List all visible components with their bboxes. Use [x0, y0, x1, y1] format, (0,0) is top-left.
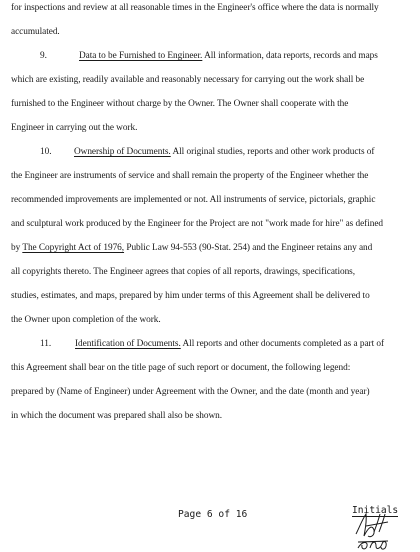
handwritten-initials-signature: [352, 508, 402, 552]
paragraph-number: 10.: [40, 147, 52, 157]
text-line: the Engineer are instruments of service and shall remain the property of the Engineer whether the: [11, 171, 369, 181]
text-line: recommended improvements are implemented or not. All instruments of service, pictorials, graphic: [11, 195, 376, 205]
text-line: [11, 242, 372, 254]
text-run: All original studies, reports and other work products of: [172, 147, 375, 157]
section-heading: Data to be Furnished to Engineer.: [79, 51, 203, 61]
section-heading: Ownership of Documents.: [74, 147, 171, 157]
text-line: this Agreement shall bear on the title page of such report or document, the following legend:: [11, 363, 351, 373]
text-line: the Owner upon completion of the work.: [11, 315, 161, 325]
act-reference: The Copyright Act of 1976,: [22, 243, 125, 253]
paragraph-number: 11.: [40, 339, 52, 349]
text-line: prepared by (Name of Engineer) under Agreement with the Owner, and the date (month and year): [11, 387, 370, 397]
paragraph-11-first-line: [11, 338, 384, 350]
text-line: furnished to the Engineer without charge by the Owner. The Owner shall cooperate with the: [11, 99, 349, 109]
text-run: All information, data reports, records and maps: [204, 51, 378, 61]
text-run: Public Law 94-553 (90-Stat. 254) and the Engineer retains any and: [126, 243, 373, 253]
text-line: and sculptural work produced by the Engineer for the Project are not "work made for hire" as defined: [11, 219, 384, 229]
text-line: in which the document was prepared shall also be shown.: [11, 411, 223, 421]
paragraph-number: 9.: [40, 51, 47, 61]
paragraph-10-first-line: [11, 146, 374, 158]
text-line: accumulated.: [11, 27, 60, 37]
text-line: all copyrights thereto. The Engineer agrees that copies of all reports, drawings, specifications,: [11, 267, 356, 277]
text-line: for inspections and review at all reasonable times in the Engineer's office where the data is normally: [11, 3, 379, 13]
text-run: by: [11, 243, 21, 253]
section-heading: Identification of Documents.: [75, 339, 181, 349]
text-line: which are existing, readily available and reasonably necessary for carrying out the work shall be: [11, 75, 365, 85]
initials-label: Initials: [352, 505, 399, 516]
paragraph-9-first-line: [11, 50, 378, 62]
text-line: Engineer in carrying out the work.: [11, 123, 138, 133]
text-run: All reports and other documents completed as a part of: [182, 339, 385, 349]
page-number: Page 6 of 16: [178, 509, 248, 520]
text-line: studies, estimates, and maps, prepared by him under terms of this Agreement shall be delivered to: [11, 291, 370, 301]
